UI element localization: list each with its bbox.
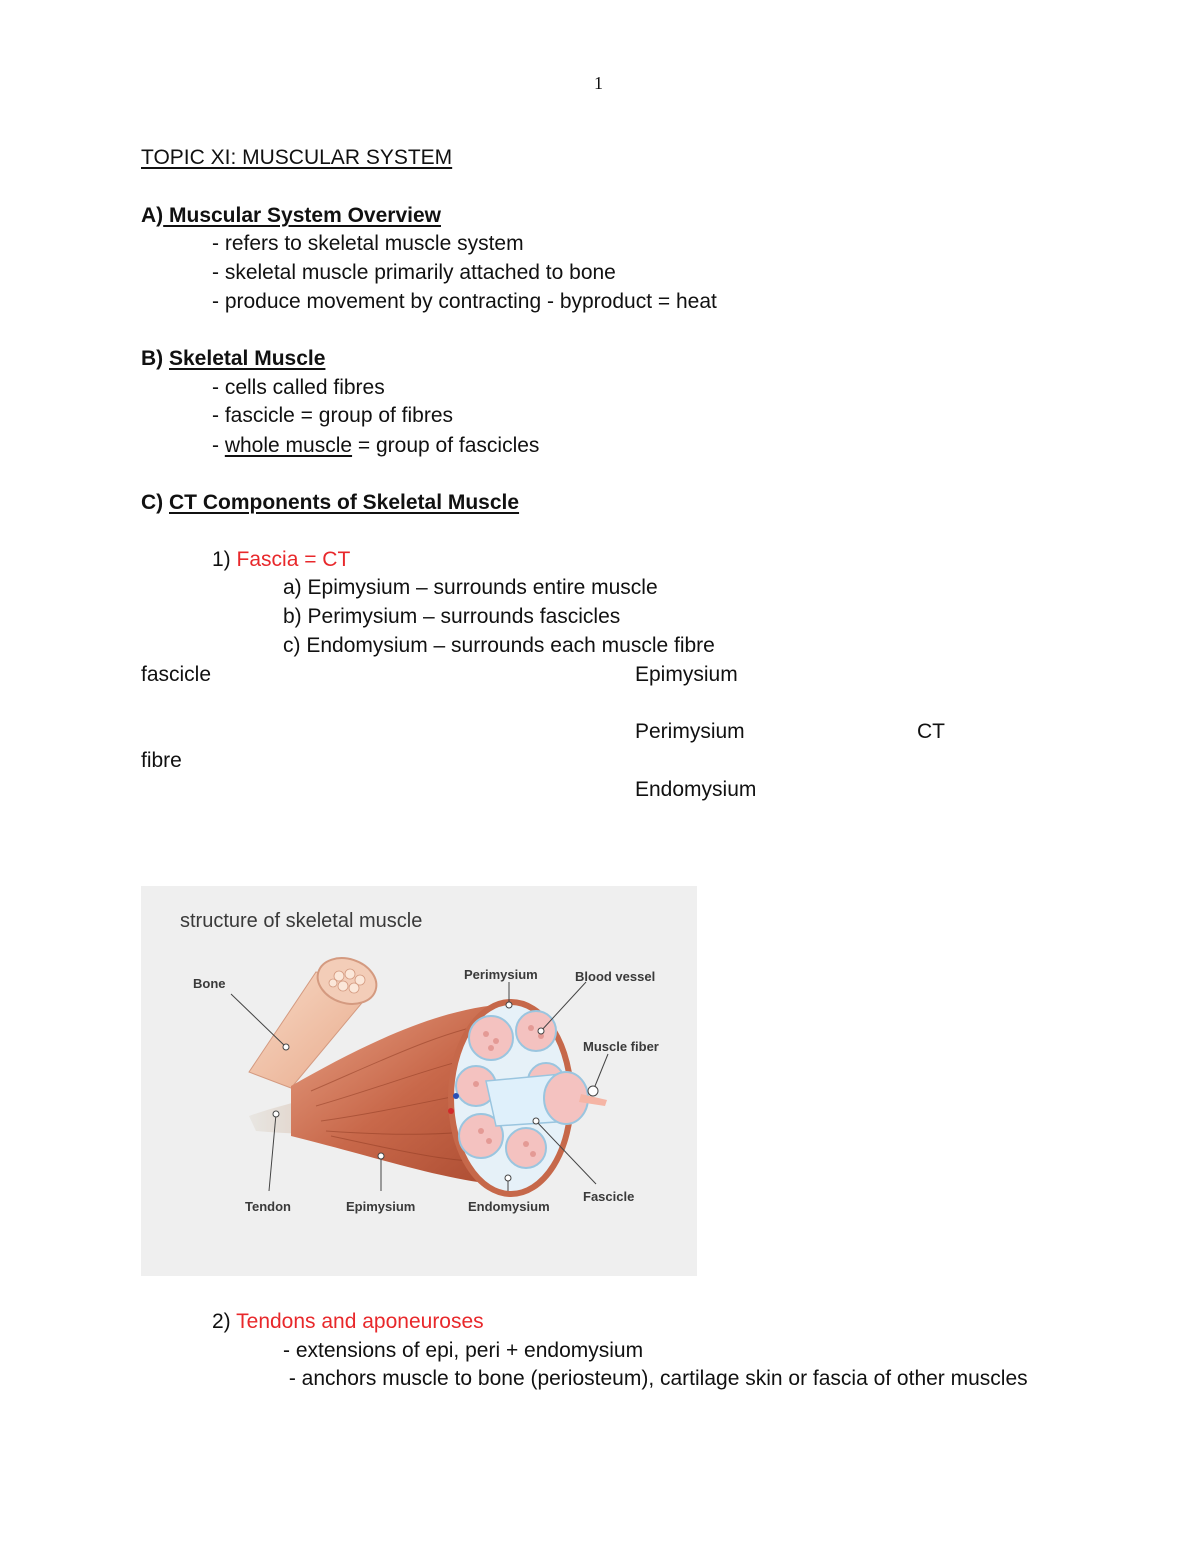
- perimysium-line: b) Perimysium – surrounds fascicles: [283, 605, 621, 628]
- figure-label-endomysium: Endomysium: [468, 1199, 550, 1214]
- epimysium-line: a) Epimysium – surrounds entire muscle: [283, 576, 658, 599]
- section-b-heading: [141, 348, 325, 369]
- section-a-title: Muscular System Overview: [163, 204, 441, 227]
- bullet-dash: -: [212, 434, 225, 457]
- figure-label-tendon: Tendon: [245, 1199, 291, 1214]
- section-a-bullet-1: - refers to skeletal muscle system: [212, 232, 524, 255]
- label-epimysium: Epimysium: [635, 663, 738, 686]
- section-a-bullet-3: - produce movement by contracting - byproduct = heat: [212, 290, 717, 313]
- figure-label-fascicle: Fascicle: [583, 1189, 635, 1204]
- tendons-bullet-1: - extensions of epi, peri + endomysium: [283, 1339, 644, 1362]
- artery-dot: [448, 1108, 454, 1114]
- whole-muscle-term: whole muscle: [224, 434, 353, 457]
- section-b-bullet-3: [212, 435, 539, 456]
- label-ct: CT: [917, 720, 945, 743]
- tendons-title: Tendons and aponeuroses: [236, 1310, 484, 1333]
- bullet-rest: = group of fascicles: [352, 434, 540, 457]
- section-a-heading: [141, 205, 441, 226]
- label-perimysium: Perimysium: [635, 720, 745, 743]
- fascia-title: Fascia = CT: [236, 548, 351, 571]
- topic-title: TOPIC XI: MUSCULAR SYSTEM: [141, 146, 453, 169]
- fascia-item: [212, 549, 350, 570]
- skeletal-muscle-figure: [141, 886, 697, 1276]
- label-endomysium: Endomysium: [635, 778, 757, 801]
- figure-label-bone: Bone: [193, 976, 226, 991]
- tendons-item: [212, 1311, 484, 1332]
- tendons-bullet-2: - anchors muscle to bone (periosteum), cartilage skin or fascia of other muscles: [283, 1367, 1028, 1390]
- section-a-prefix: A): [141, 204, 164, 227]
- fascia-number: 1): [212, 548, 237, 571]
- section-b-title: Skeletal Muscle: [169, 347, 326, 370]
- figure-label-epimysium: Epimysium: [346, 1199, 416, 1214]
- endomysium-line: c) Endomysium – surrounds each muscle fibre: [283, 634, 715, 657]
- figure-label-blood-vessel: Blood vessel: [575, 969, 656, 984]
- label-fibre: fibre: [141, 749, 182, 772]
- section-c-prefix: C): [141, 491, 169, 514]
- page-number: 1: [594, 73, 603, 93]
- section-b-prefix: B): [141, 347, 169, 370]
- blood-vessel-dot: [453, 1093, 459, 1099]
- label-fascicle: fascicle: [141, 663, 212, 686]
- figure-label-perimysium: Perimysium: [464, 967, 538, 982]
- tendons-number: 2): [212, 1310, 237, 1333]
- section-a-bullet-2: - skeletal muscle primarily attached to bone: [212, 261, 616, 284]
- section-b-bullet-1: - cells called fibres: [212, 376, 385, 399]
- figure-title: structure of skeletal muscle: [180, 910, 423, 932]
- section-c-title: CT Components of Skeletal Muscle: [169, 491, 520, 514]
- figure-label-muscle-fiber: Muscle fiber: [583, 1039, 659, 1054]
- section-b-bullet-2: - fascicle = group of fibres: [212, 404, 454, 427]
- section-c-heading: [141, 492, 519, 513]
- muscle-illustration: [141, 886, 697, 1276]
